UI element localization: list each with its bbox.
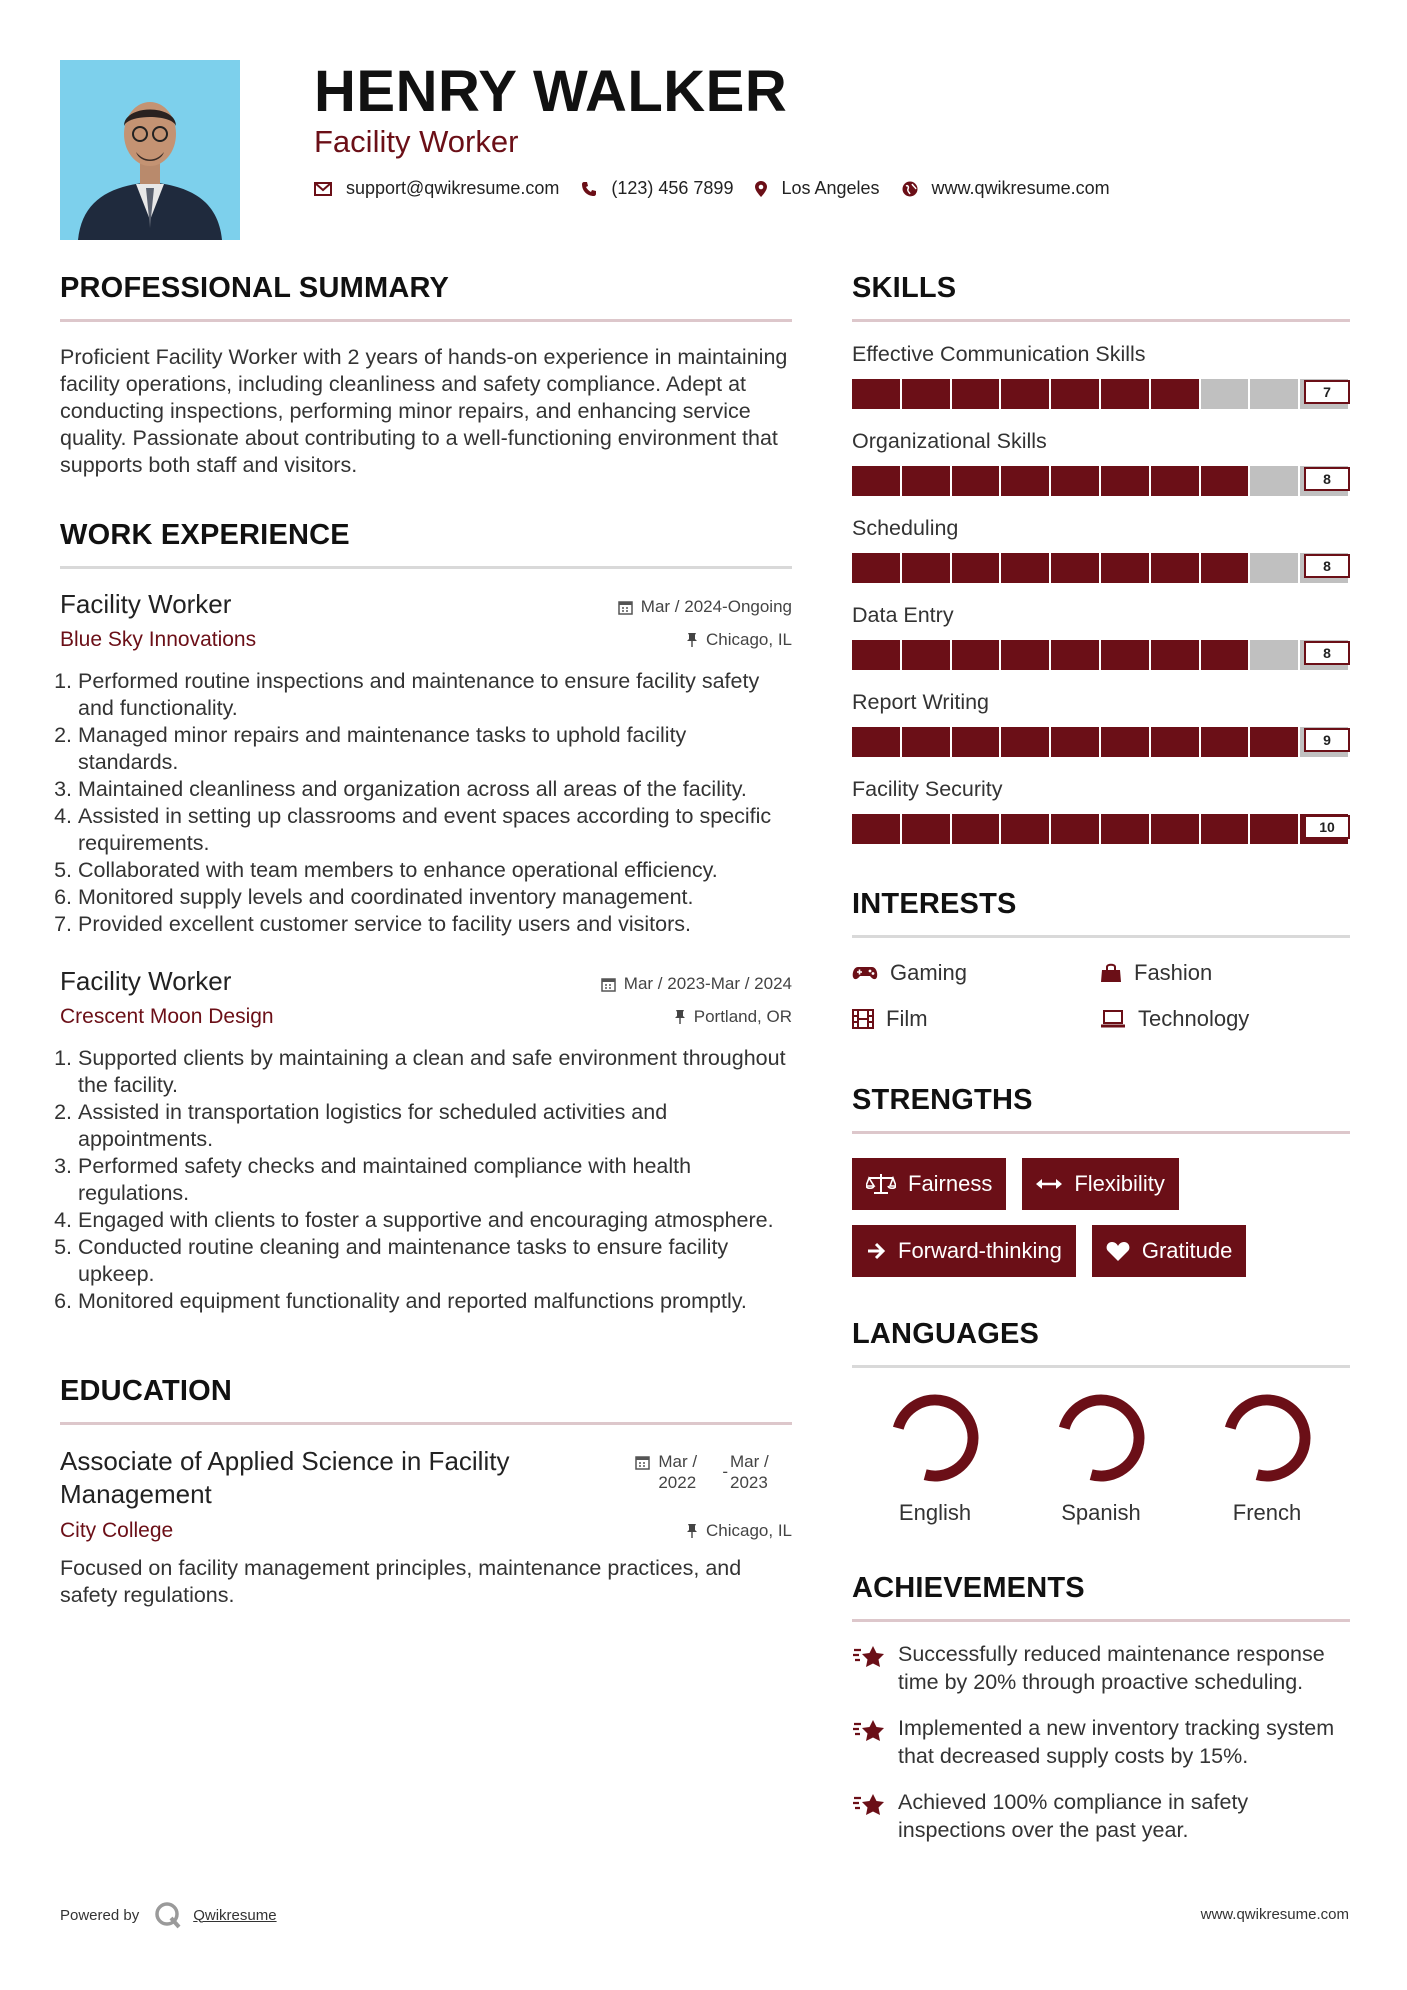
interest-item [1100,1006,1348,1032]
skill-segment-filled [852,640,900,670]
star-icon [852,1718,886,1744]
job-location [686,630,792,650]
skill-segment-filled [1201,640,1249,670]
skill-bar [852,466,1350,496]
pin-icon [674,1009,686,1025]
phone-icon [581,181,597,197]
skill-segment-filled [952,640,1000,670]
school-name: City College [60,1519,174,1542]
education-dates [635,1451,792,1493]
language-ring [885,1388,985,1488]
duty-list [60,1045,792,1315]
interest-label: Technology [1138,1006,1250,1031]
job-dates-text: Mar / 2024-Ongoing [640,597,792,616]
location-text: Los Angeles [781,178,880,198]
duty-item: 2. Assisted in transportation logistics for scheduled activities and appointments. [78,1099,792,1153]
skill-segment-filled [1051,727,1099,757]
skill-segment-filled [1151,727,1199,757]
skill-segment-filled [952,553,1000,583]
job-dates-text: Mar / 2023-Mar / 2024 [623,974,792,993]
calendar-icon [635,1455,650,1470]
shopping-bag-icon [1100,963,1122,983]
skill-segment-filled [952,814,1000,844]
website-link[interactable]: www.qwikresume.com [931,178,1110,198]
skill-segment-filled [1001,379,1049,409]
degree-title: Associate of Applied Science in Facility Management [60,1446,510,1509]
school-location-text: Chicago, IL [706,1521,792,1540]
interests-heading: INTERESTS [852,888,1017,920]
skills-list [852,342,1350,844]
email-icon [314,182,332,196]
skill-level: 9 [1304,728,1350,752]
skill-segment-filled [1101,814,1149,844]
skill-segment-filled [1001,553,1049,583]
skill-name: Report Writing [852,690,990,714]
globe-icon [902,181,918,197]
duty-item: 1. Supported clients by maintaining a clean and safe environment throughout the facility. [78,1045,792,1099]
company-name: Blue Sky Innovations [60,628,257,651]
job-location-text: Portland, OR [693,1007,792,1026]
heart-icon [1106,1241,1130,1262]
skill-name: Facility Security [852,777,1003,801]
skill-bar [852,727,1350,757]
duty-item: 2. Managed minor repairs and maintenance tasks to uphold facility standards. [78,722,792,776]
language-name: French [1232,1500,1302,1525]
section-divider [852,319,1350,322]
skill-level: 7 [1304,380,1350,404]
skill-segment-filled [1201,466,1249,496]
school-location [686,1521,792,1541]
strength-chip [852,1225,1076,1277]
section-divider [852,935,1350,938]
qwikresume-logo-icon [153,1900,183,1930]
skill-name: Effective Communication Skills [852,342,1146,366]
skill-item [852,516,1350,583]
duty-list [60,668,792,938]
duty-item: 7. Provided excellent customer service to facility users and visitors. [78,911,792,938]
skill-segment-filled [1101,466,1149,496]
skill-name: Organizational Skills [852,429,1047,453]
languages-heading: LANGUAGES [852,1318,1040,1350]
language-item [852,1388,1018,1526]
job-location [674,1007,792,1027]
skill-segment-filled [1101,640,1149,670]
job-location-text: Chicago, IL [706,630,792,649]
languages-list [852,1388,1350,1526]
skill-segment-filled [902,814,950,844]
skill-segment-filled [1151,466,1199,496]
pin-icon [686,1523,698,1539]
skill-bar [852,553,1350,583]
language-item [1184,1388,1350,1526]
skill-level: 8 [1304,467,1350,491]
skill-segment-filled [1151,640,1199,670]
skill-segment-filled [1151,553,1199,583]
strength-chip [1022,1158,1178,1210]
interests-list [852,960,1350,1032]
skill-segment-empty [1250,379,1298,409]
skill-segment-filled [852,466,900,496]
interest-label: Fashion [1134,960,1213,985]
strength-chip [1092,1225,1247,1277]
skill-segment-empty [1201,379,1249,409]
end-year: 2023 [730,1473,768,1492]
skill-segment-empty [1250,640,1298,670]
duty-item: 5. Collaborated with team members to enhance operational efficiency. [78,857,792,884]
star-icon [852,1792,886,1818]
language-name: English [898,1500,972,1525]
scale-icon [866,1173,896,1195]
interest-item [852,1006,1100,1032]
skill-bar [852,379,1350,409]
job-title: Facility Worker [60,589,232,619]
footer-powered-by [60,1900,277,1930]
profile-photo [60,60,240,240]
duty-item: 3. Maintained cleanliness and organization across all areas of the facility. [78,776,792,803]
strength-label: Flexibility [1074,1171,1165,1196]
star-icon [852,1644,886,1670]
skill-segment-filled [902,640,950,670]
duty-item: 6. Monitored equipment functionality and reported malfunctions promptly. [78,1288,792,1315]
right-column [852,272,1350,1844]
company-name: Crescent Moon Design [60,1005,274,1028]
skill-item [852,342,1350,409]
skill-segment-filled [1051,379,1099,409]
candidate-role: Facility Worker [314,124,519,159]
start-year: 2022 [658,1473,697,1492]
skill-segment-filled [852,814,900,844]
skill-segment-empty [1250,466,1298,496]
skill-segment-filled [852,727,900,757]
experience-heading: WORK EXPERIENCE [60,519,350,551]
skill-segment-filled [1101,727,1149,757]
skill-segment-filled [952,727,1000,757]
skill-bar [852,640,1350,670]
skill-segment-filled [852,379,900,409]
interest-item [1100,960,1348,986]
powered-by-label: Powered by [60,1906,140,1924]
achievement-text: Achieved 100% compliance in safety inspections over the past year. [898,1790,1249,1842]
skills-heading: SKILLS [852,272,957,304]
section-divider [852,1619,1350,1622]
skill-segment-filled [902,379,950,409]
calendar-icon [618,600,633,615]
section-divider [60,566,792,569]
skill-segment-empty [1250,553,1298,583]
strengths-heading: STRENGTHS [852,1084,1033,1116]
language-ring [1217,1388,1317,1488]
date-separator: - [722,1462,728,1481]
laptop-icon [1100,1010,1126,1028]
skill-segment-filled [1001,640,1049,670]
skill-segment-filled [1051,640,1099,670]
achievement-item [852,1714,1350,1770]
skill-segment-filled [902,727,950,757]
skill-item [852,429,1350,496]
email-link[interactable]: support@qwikresume.com [346,178,560,198]
skill-segment-filled [1201,727,1249,757]
skill-segment-filled [902,553,950,583]
skill-segment-filled [952,379,1000,409]
duty-item: 1. Performed routine inspections and maintenance to ensure facility safety and functionality. [78,668,792,722]
strength-label: Gratitude [1141,1238,1233,1263]
strength-label: Fairness [908,1171,993,1196]
skill-item [852,603,1350,670]
skill-level: 8 [1304,554,1350,578]
achievement-text: Successfully reduced maintenance response time by 20% through proactive scheduling. [898,1642,1325,1694]
strength-label: Forward-thinking [898,1238,1062,1263]
summary-text: Proficient Facility Worker with 2 years of hands-on experience in maintaining facility operations, including cleanliness and safety compliance. Adept at conducting inspections, performing minor repairs, and enhancing service quality. Passionate about contributing to a well-functioning environment that supports both staff and visitors. [60,345,788,477]
skill-segment-filled [1051,466,1099,496]
skill-segment-filled [1001,814,1049,844]
duty-item: 5. Conducted routine cleaning and maintenance tasks to ensure facility upkeep. [78,1234,792,1288]
education-description: Focused on facility management principles, maintenance practices, and safety regulations. [60,1556,742,1607]
strength-chip [852,1158,1006,1210]
skill-level: 10 [1304,815,1350,839]
section-divider [60,1422,792,1425]
skill-segment-filled [852,553,900,583]
skill-segment-filled [1201,553,1249,583]
phone-number[interactable]: (123) 456 7899 [611,178,734,198]
skill-item [852,690,1350,757]
start-month: Mar / [658,1452,698,1471]
skill-segment-filled [1250,727,1298,757]
job-title: Facility Worker [60,966,232,996]
footer-url[interactable]: www.qwikresume.com [1200,1906,1349,1923]
skill-segment-filled [1051,553,1099,583]
skill-segment-filled [1201,814,1249,844]
duty-item: 6. Monitored supply levels and coordinated inventory management. [78,884,792,911]
skill-bar [852,814,1350,844]
skill-segment-filled [1101,379,1149,409]
strengths-list [852,1158,1350,1292]
summary-heading: PROFESSIONAL SUMMARY [60,272,450,304]
interest-label: Gaming [890,960,968,985]
language-name: Spanish [1061,1500,1141,1525]
skill-segment-filled [1151,814,1199,844]
left-column [60,272,792,1609]
education-heading: EDUCATION [60,1375,233,1407]
section-divider [852,1365,1350,1368]
pin-icon [686,632,698,648]
achievement-item [852,1788,1350,1844]
arrows-horizontal-icon [1036,1177,1062,1191]
skill-segment-filled [1001,727,1049,757]
duty-item: 4. Engaged with clients to foster a supportive and encouraging atmosphere. [78,1207,792,1234]
end-month: Mar / [730,1452,769,1471]
duty-item: 4. Assisted in setting up classrooms and event spaces according to specific requirements. [78,803,792,857]
skill-name: Data Entry [852,603,954,627]
language-item [1018,1388,1184,1526]
map-marker-icon [755,181,767,197]
skill-segment-filled [1151,379,1199,409]
job-entry [60,589,792,938]
job-dates [618,597,792,617]
achievement-item [852,1640,1350,1696]
skill-segment-filled [1101,553,1149,583]
language-ring [1051,1388,1151,1488]
skill-segment-filled [1001,466,1049,496]
skill-level: 8 [1304,641,1350,665]
job-entry [60,966,792,1315]
duty-item: 3. Performed safety checks and maintained compliance with health regulations. [78,1153,792,1207]
contact-bar [314,178,1132,199]
candidate-name: HENRY WALKER [314,59,788,124]
skill-segment-filled [952,466,1000,496]
interest-item [852,960,1100,986]
job-dates [601,974,792,994]
skill-segment-filled [902,466,950,496]
skill-segment-filled [1051,814,1099,844]
section-divider [852,1131,1350,1134]
section-divider [60,319,792,322]
achievement-text: Implemented a new inventory tracking system that decreased supply costs by 15%. [898,1716,1335,1768]
calendar-icon [601,977,616,992]
brand-link[interactable]: Qwikresume [193,1906,277,1924]
film-icon [852,1009,874,1029]
achievements-heading: ACHIEVEMENTS [852,1572,1085,1604]
skill-name: Scheduling [852,516,959,540]
gamepad-icon [852,965,878,981]
skill-item [852,777,1350,844]
skill-segment-filled [1250,814,1298,844]
arrow-right-icon [866,1241,886,1261]
achievements-list [852,1640,1350,1844]
interest-label: Film [886,1006,928,1031]
